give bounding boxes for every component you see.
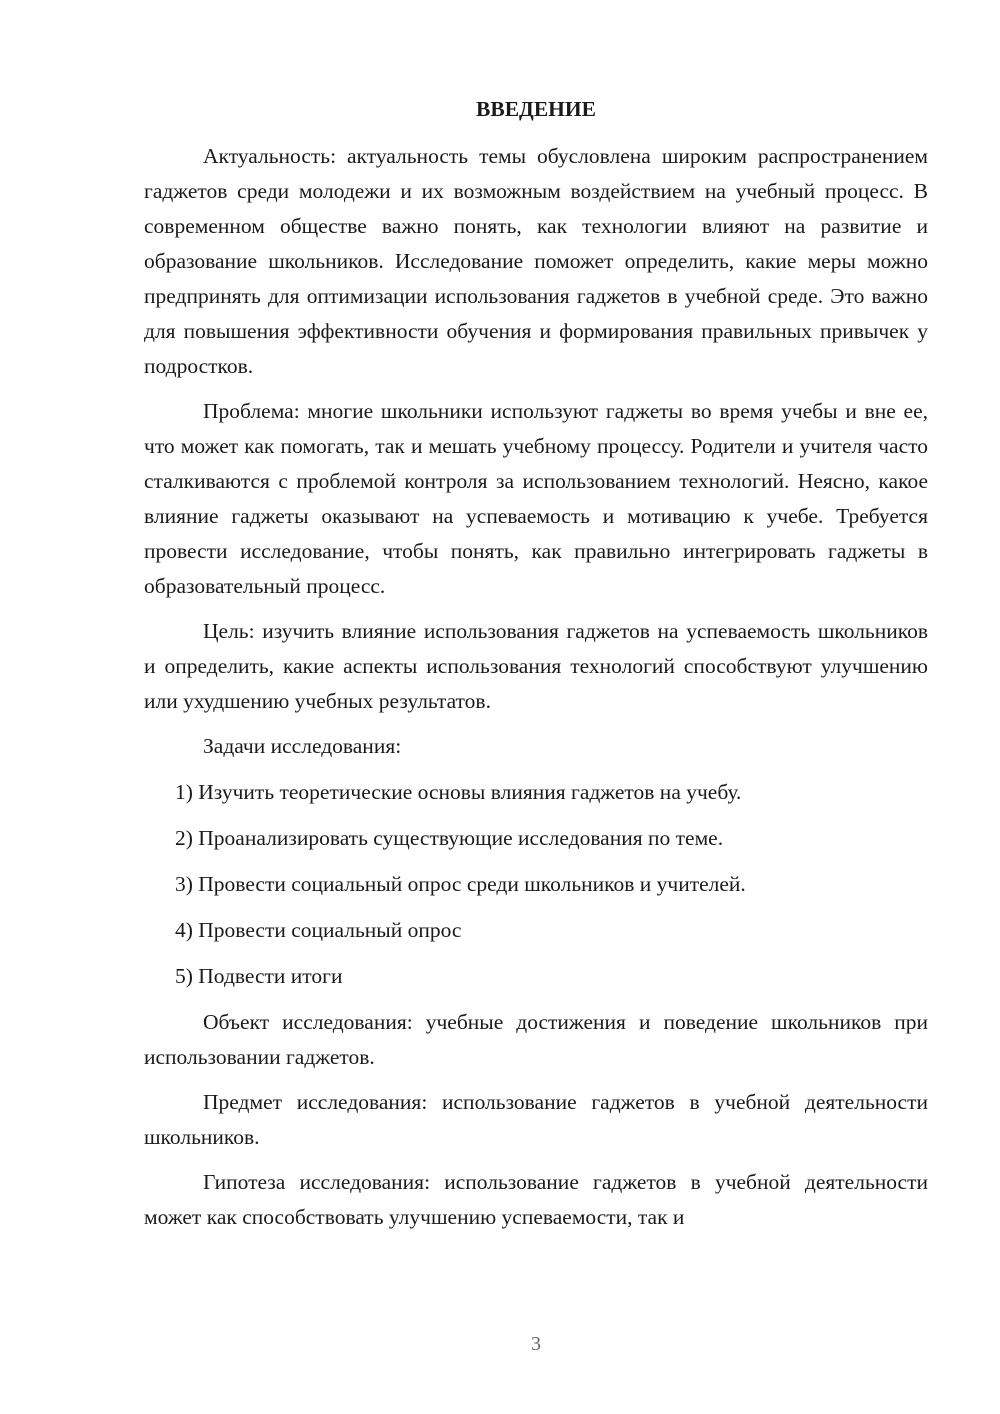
relevance-paragraph: Актуальность: актуальность темы обусловлена широким распространением гаджетов среди молодежи и их возможным воздействием на учебный процесс. В современном обществе важно понять, как технологии влияют на развитие и образование школьников. Исследование поможет определить, какие меры можно предпринять для оптимизации использования гаджетов в учебной среде. Это важно для повышения эффективности обучения и формирования правильных привычек у подростков. bbox=[144, 144, 928, 378]
document-page bbox=[144, 92, 928, 1245]
task-item: 2) Проанализировать существующие исследования по теме. bbox=[175, 826, 724, 850]
page-number: 3 bbox=[531, 1333, 541, 1355]
task-item: 3) Провести социальный опрос среди школьников и учителей. bbox=[175, 872, 746, 896]
task-item: 1) Изучить теоретические основы влияния гаджетов на учебу. bbox=[175, 780, 742, 804]
task-item: 5) Подвести итоги bbox=[175, 964, 343, 988]
problem-paragraph: Проблема: многие школьники используют гаджеты во время учебы и вне ее, что может как помогать, так и мешать учебному процессу. Родители и учителя часто сталкиваются с проблемой контроля за использованием технологий. Неясно, какое влияние гаджеты оказывают на успеваемость и мотивацию к учебе. Требуется провести исследование, чтобы понять, как правильно интегрировать гаджеты в образовательный процесс. bbox=[144, 399, 928, 598]
task-list bbox=[144, 775, 928, 994]
task-item: 4) Провести социальный опрос bbox=[175, 918, 462, 942]
object-paragraph: Объект исследования: учебные достижения и поведение школьников при использовании гаджетов. bbox=[144, 1010, 928, 1069]
page-title: ВВЕДЕНИЕ bbox=[476, 97, 596, 121]
hypothesis-paragraph: Гипотеза исследования: использование гаджетов в учебной деятельности может как способствовать улучшению успеваемости, так и bbox=[144, 1170, 928, 1229]
tasks-heading: Задачи исследования: bbox=[203, 734, 402, 758]
goal-paragraph: Цель: изучить влияние использования гаджетов на успеваемость школьников и определить, какие аспекты использования технологий способствуют улучшению или ухудшению учебных результатов. bbox=[144, 619, 928, 713]
subject-paragraph: Предмет исследования: использование гаджетов в учебной деятельности школьников. bbox=[144, 1090, 928, 1149]
